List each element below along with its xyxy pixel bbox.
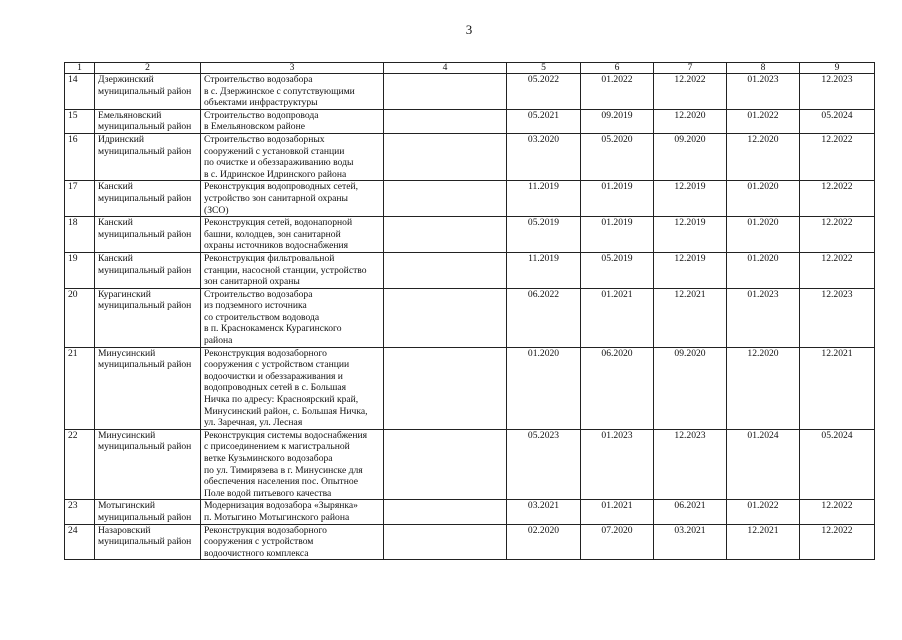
row-number: 15 <box>65 109 95 133</box>
column-4-cell <box>384 288 507 347</box>
column-6-date: 01.2022 <box>581 74 654 110</box>
work-description-cell: Реконструкция сетей, водонапорной башни, колодцев, зон санитарной охраны источников водоснабжения <box>201 217 384 253</box>
row-number: 21 <box>65 347 95 429</box>
column-7-date: 12.2020 <box>654 109 727 133</box>
row-number: 19 <box>65 252 95 288</box>
header-col-5: 5 <box>507 63 581 74</box>
column-4-cell <box>384 181 507 217</box>
table-row <box>65 181 875 217</box>
table-row <box>65 109 875 133</box>
table-row <box>65 524 875 560</box>
column-5-date: 01.2020 <box>507 347 581 429</box>
column-9-date: 12.2023 <box>800 288 875 347</box>
column-9-date: 05.2024 <box>800 429 875 500</box>
header-col-7: 7 <box>654 63 727 74</box>
district-cell: Минусинский муниципальный район <box>95 429 201 500</box>
column-7-date: 03.2021 <box>654 524 727 560</box>
table-row <box>65 288 875 347</box>
column-9-date: 12.2023 <box>800 74 875 110</box>
column-5-date: 11.2019 <box>507 252 581 288</box>
column-9-date: 12.2022 <box>800 252 875 288</box>
column-9-date: 12.2022 <box>800 133 875 180</box>
column-7-date: 12.2019 <box>654 252 727 288</box>
column-9-date: 05.2024 <box>800 109 875 133</box>
column-6-date: 05.2019 <box>581 252 654 288</box>
column-4-cell <box>384 133 507 180</box>
column-8-date: 12.2021 <box>727 524 800 560</box>
work-description-cell: Реконструкция водопроводных сетей, устройство зон санитарной охраны (ЗСО) <box>201 181 384 217</box>
district-cell: Канский муниципальный район <box>95 252 201 288</box>
table-row <box>65 217 875 253</box>
page-number: 3 <box>465 22 473 37</box>
column-6-date: 05.2020 <box>581 133 654 180</box>
column-9-date: 12.2022 <box>800 217 875 253</box>
column-7-date: 12.2022 <box>654 74 727 110</box>
district-cell: Канский муниципальный район <box>95 181 201 217</box>
column-8-date: 01.2023 <box>727 74 800 110</box>
row-number: 14 <box>65 74 95 110</box>
column-8-date: 01.2023 <box>727 288 800 347</box>
work-description-cell: Реконструкция водозаборного сооружения с устройством водоочистного комплекса <box>201 524 384 560</box>
column-7-date: 09.2020 <box>654 133 727 180</box>
column-7-date: 12.2021 <box>654 288 727 347</box>
district-cell: Идринский муниципальный район <box>95 133 201 180</box>
header-col-6: 6 <box>581 63 654 74</box>
column-8-date: 01.2022 <box>727 109 800 133</box>
column-7-date: 12.2019 <box>654 181 727 217</box>
column-6-date: 06.2020 <box>581 347 654 429</box>
column-8-date: 01.2022 <box>727 500 800 524</box>
column-6-date: 01.2019 <box>581 181 654 217</box>
work-description-cell: Строительство водозабора в с. Дзержинское с сопутствующими объектами инфраструктуры <box>201 74 384 110</box>
column-9-date: 12.2021 <box>800 347 875 429</box>
column-6-date: 01.2023 <box>581 429 654 500</box>
column-8-date: 01.2024 <box>727 429 800 500</box>
row-number: 23 <box>65 500 95 524</box>
column-7-date: 06.2021 <box>654 500 727 524</box>
row-number: 17 <box>65 181 95 217</box>
district-cell: Назаровский муниципальный район <box>95 524 201 560</box>
row-number: 20 <box>65 288 95 347</box>
column-7-date: 09.2020 <box>654 347 727 429</box>
table-row <box>65 74 875 110</box>
column-6-date: 07.2020 <box>581 524 654 560</box>
column-7-date: 12.2019 <box>654 217 727 253</box>
table-row <box>65 429 875 500</box>
column-5-date: 11.2019 <box>507 181 581 217</box>
header-col-8: 8 <box>727 63 800 74</box>
column-4-cell <box>384 217 507 253</box>
header-col-1: 1 <box>65 63 95 74</box>
column-4-cell <box>384 429 507 500</box>
column-4-cell <box>384 252 507 288</box>
work-description-cell: Строительство водопровода в Емельяновском районе <box>201 109 384 133</box>
column-8-date: 01.2020 <box>727 217 800 253</box>
table-row <box>65 133 875 180</box>
schedule-table <box>64 62 875 560</box>
column-6-date: 01.2021 <box>581 288 654 347</box>
column-5-date: 03.2021 <box>507 500 581 524</box>
district-cell: Емельяновский муниципальный район <box>95 109 201 133</box>
table-row <box>65 347 875 429</box>
column-6-date: 09.2019 <box>581 109 654 133</box>
table-row <box>65 500 875 524</box>
column-4-cell <box>384 109 507 133</box>
header-col-2: 2 <box>95 63 201 74</box>
column-5-date: 03.2020 <box>507 133 581 180</box>
district-cell: Мотыгинский муниципальный район <box>95 500 201 524</box>
column-8-date: 12.2020 <box>727 347 800 429</box>
row-number: 16 <box>65 133 95 180</box>
column-8-date: 01.2020 <box>727 181 800 217</box>
column-9-date: 12.2022 <box>800 181 875 217</box>
work-description-cell: Строительство водозаборных сооружений с установкой станции по очистке и обеззараживанию воды в с. Идринское Идринского района <box>201 133 384 180</box>
work-description-cell: Строительство водозабора из подземного источника со строительством водовода в п. Краснокаменск Курагинского района <box>201 288 384 347</box>
column-6-date: 01.2021 <box>581 500 654 524</box>
column-9-date: 12.2022 <box>800 500 875 524</box>
district-cell: Дзержинский муниципальный район <box>95 74 201 110</box>
header-row <box>65 63 875 74</box>
column-4-cell <box>384 500 507 524</box>
header-col-3: 3 <box>201 63 384 74</box>
column-4-cell <box>384 347 507 429</box>
column-4-cell <box>384 74 507 110</box>
column-5-date: 02.2020 <box>507 524 581 560</box>
column-5-date: 05.2021 <box>507 109 581 133</box>
column-4-cell <box>384 524 507 560</box>
column-9-date: 12.2022 <box>800 524 875 560</box>
header-col-4: 4 <box>384 63 507 74</box>
column-7-date: 12.2023 <box>654 429 727 500</box>
work-description-cell: Реконструкция фильтровальной станции, насосной станции, устройство зон санитарной охраны <box>201 252 384 288</box>
column-5-date: 05.2023 <box>507 429 581 500</box>
column-8-date: 12.2020 <box>727 133 800 180</box>
work-description-cell: Реконструкция водозаборного сооружения с устройством станции водоочистки и обеззараживания и водопроводных сетей в с. Большая Ничка по адресу: Красноярский край, Минусинский район, с. Большая Ничка, ул. Заречная, ул. Лесная <box>201 347 384 429</box>
district-cell: Минусинский муниципальный район <box>95 347 201 429</box>
column-5-date: 05.2019 <box>507 217 581 253</box>
column-6-date: 01.2019 <box>581 217 654 253</box>
work-description-cell: Реконструкция системы водоснабжения с присоединением к магистральной ветке Кузьминского водозабора по ул. Тимирязева в г. Минусинске для обеспечения населения пос. Опытное Поле водой питьевого качества <box>201 429 384 500</box>
column-8-date: 01.2020 <box>727 252 800 288</box>
row-number: 24 <box>65 524 95 560</box>
district-cell: Канский муниципальный район <box>95 217 201 253</box>
row-number: 18 <box>65 217 95 253</box>
district-cell: Курагинский муниципальный район <box>95 288 201 347</box>
column-5-date: 05.2022 <box>507 74 581 110</box>
header-col-9: 9 <box>800 63 875 74</box>
column-5-date: 06.2022 <box>507 288 581 347</box>
table-row <box>65 252 875 288</box>
row-number: 22 <box>65 429 95 500</box>
work-description-cell: Модернизация водозабора «Зырянка» п. Мотыгино Мотыгинского района <box>201 500 384 524</box>
